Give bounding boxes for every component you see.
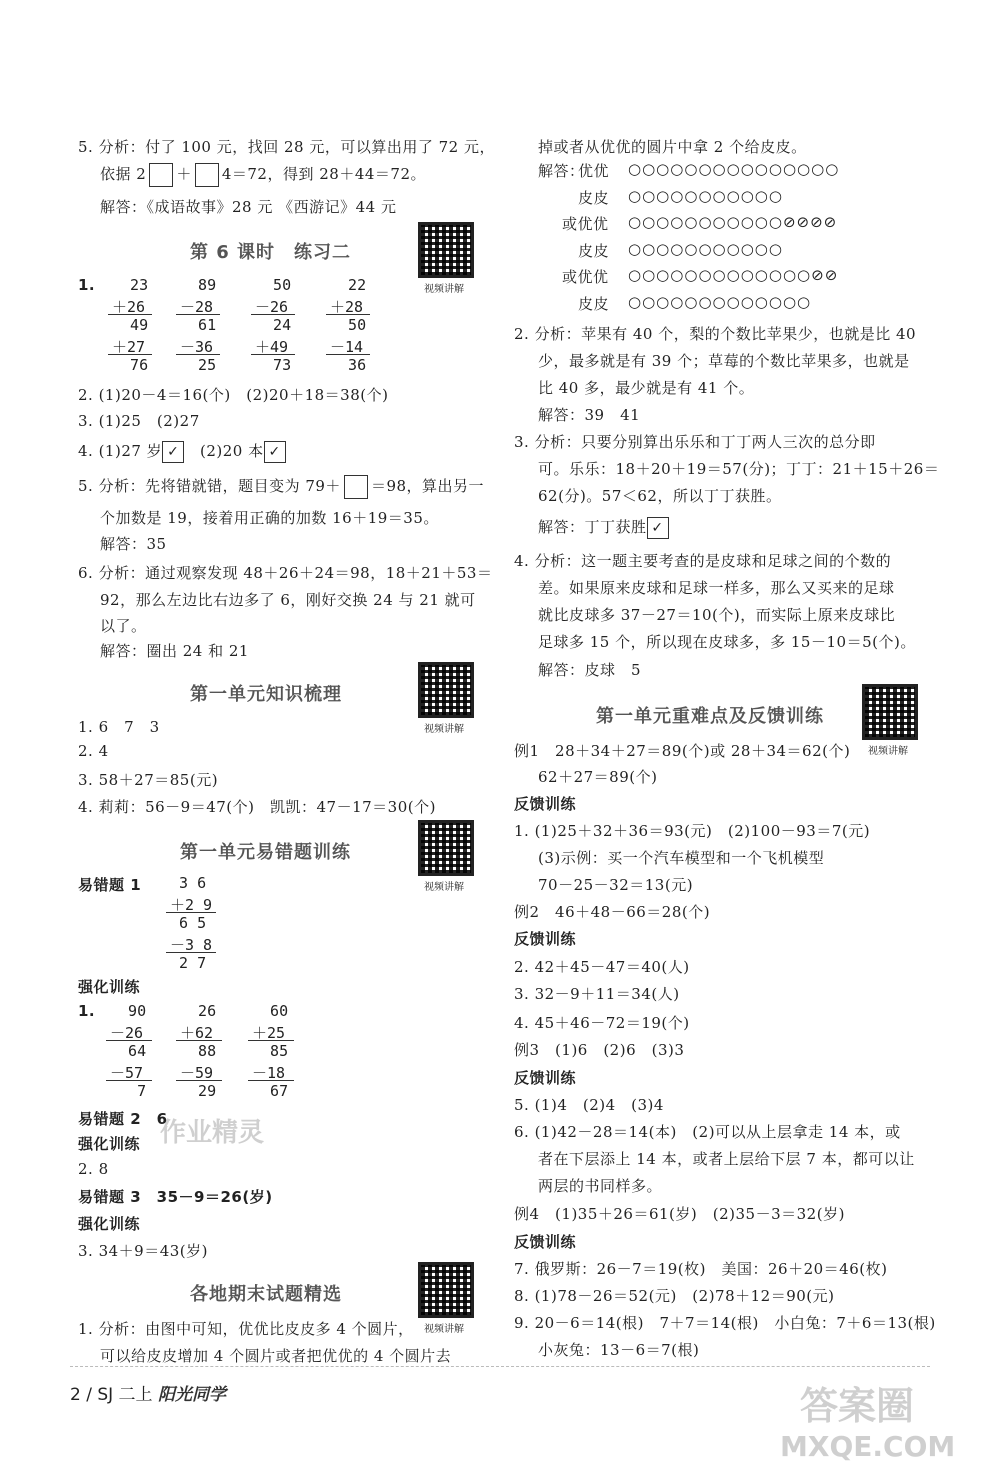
f1-line1: 1. (1)25＋32＋36＝93(元) (2)100－93＝7(元) — [514, 822, 871, 840]
calc-row: 64 — [110, 1042, 147, 1060]
finals-q1-line1: 1. 分析：由图中可知，优优比皮皮多 4 个圆片， — [78, 1320, 414, 1338]
calc-rule — [326, 314, 370, 315]
calc-row: －59 — [180, 1064, 214, 1082]
calc-row: 2 7 — [170, 954, 207, 972]
feedback-2: 反馈训练 — [514, 930, 577, 948]
right-r0: 掉或者从优优的圆片中拿 2 个给皮皮。 — [538, 138, 807, 156]
blank-box — [344, 475, 368, 499]
calc-rule — [326, 354, 370, 355]
calc-rule — [251, 314, 295, 315]
qr-code-icon[interactable] — [418, 820, 474, 876]
calc-row: 76 — [112, 356, 149, 374]
calc-rule — [248, 1040, 294, 1041]
calc-row: －18 — [252, 1064, 286, 1082]
answer-label: 解答： — [538, 162, 585, 180]
calc-row: 50 — [255, 276, 292, 294]
error-q2: 易错题 2 6 — [78, 1110, 168, 1128]
circle-row-circles: ○○○○○○○○○○○⊘⊘⊘⊘ — [628, 213, 838, 231]
q2-line: 2. (1)20－4＝16(个) (2)20＋18＝38(个) — [78, 386, 389, 404]
p3-line2: 可。乐乐：18＋20＋19＝57(分)；丁丁：21＋15＋26＝ — [538, 460, 940, 478]
p3-answer: 解答：丁丁获胜 ✓ — [538, 516, 669, 539]
q4-line: 4. (1)27 岁 ✓ (2)20 本 ✓ — [78, 440, 286, 463]
calc-row: ＋26 — [112, 298, 146, 316]
error-q3: 易错题 3 35－9＝26(岁) — [78, 1188, 273, 1206]
ex1-line1: 例1 28＋34＋27＝89(个)或 28＋34＝62(个) — [514, 742, 851, 760]
calc-row: －57 — [110, 1064, 144, 1082]
qr-code-icon[interactable] — [862, 684, 918, 740]
circle-row-name: 皮皮 — [578, 188, 610, 207]
f6-line2: 者在下层添上 14 本，或者上层给下层 7 本，都可以让 — [538, 1150, 915, 1168]
circle-row-name: 或优优 — [562, 215, 609, 233]
calc-row: ＋25 — [252, 1024, 286, 1042]
calc-rule — [166, 912, 216, 913]
blank-box — [149, 163, 173, 187]
ex3-line: 例3 (1)6 (2)6 (3)3 — [514, 1041, 685, 1059]
q6-line3: 以了。 — [100, 617, 147, 635]
section-title-errors: 第一单元易错题训练 — [180, 842, 351, 863]
f9-line1: 9. 20－6＝14(根) 7＋7＝14(根) 小白兔：7＋6＝13(根) — [514, 1314, 936, 1332]
p3-line3: 62(分)。57＜62，所以丁丁获胜。 — [538, 487, 782, 505]
p2-answer: 解答：39 41 — [538, 406, 641, 424]
calc-row: 49 — [112, 316, 149, 334]
calc-rule — [106, 1080, 152, 1081]
p2-line2: 少，最多就是有 39 个；草莓的个数比苹果多，也就是 — [538, 352, 910, 370]
circle-row-circles: ○○○○○○○○○○○○○○○ — [628, 160, 840, 178]
calc-row: ＋2 9 — [170, 896, 213, 914]
calc-rule — [176, 1040, 222, 1041]
brand-logo: 阳光同学 — [157, 1385, 226, 1405]
k1-line: 1. 6 7 3 — [78, 718, 160, 736]
qr-code-icon[interactable] — [418, 1262, 474, 1318]
calc-row: ＋28 — [330, 298, 364, 316]
f1-line2: (3)示例：买一个汽车模型和一个飞机模型 — [538, 849, 825, 867]
k2-line: 2. 4 — [78, 742, 109, 760]
q5-answer: 解答：35 — [100, 535, 167, 553]
qr-code-icon[interactable] — [418, 662, 474, 718]
watermark-stamp: 作业精灵 — [160, 1118, 265, 1148]
qr-caption: 视频讲解 — [424, 284, 464, 295]
s2-line: 2. 8 — [78, 1160, 109, 1178]
calc-rule — [176, 1080, 222, 1081]
k4-line: 4. 莉莉：56－9＝47(个) 凯凯：47－17＝30(个) — [78, 798, 436, 816]
qr-caption: 视频讲解 — [424, 724, 464, 735]
watermark-site: MXQE.COM — [780, 1430, 956, 1463]
f9-line2: 小灰兔：13－6＝7(根) — [538, 1341, 700, 1359]
f7-line: 7. 俄罗斯：26－7＝19(枚) 美国：26＋20＝46(枚) — [514, 1260, 888, 1278]
checkmark-icon: ✓ — [162, 441, 184, 463]
p4-line3: 就比皮球多 37－27＝10(个)，而实际上原来皮球比 — [538, 606, 896, 624]
strong-training-3: 强化训练 — [78, 1215, 141, 1233]
section-title-knowledge: 第一单元知识梳理 — [190, 684, 342, 705]
calc-row: 85 — [252, 1042, 289, 1060]
finals-q1-line2: 可以给皮皮增加 4 个圆片或者把优优的 4 个圆片去 — [100, 1347, 452, 1365]
f4-line: 4. 45＋46－72＝19(个) — [514, 1014, 690, 1032]
f1-line3: 70－25－32＝13(元) — [538, 876, 694, 894]
s1-label: 1. — [78, 1002, 96, 1020]
left-q5-line2: 依据 2 ＋ 4＝72，得到 28＋44＝72。 — [100, 163, 426, 187]
calc-row: －26 — [255, 298, 289, 316]
calc-row: 22 — [330, 276, 367, 294]
calc-row: 7 — [110, 1082, 147, 1100]
q3-line: 3. (1)25 (2)27 — [78, 412, 200, 430]
ex1-line2: 62＋27＝89(个) — [538, 768, 658, 786]
left-q5-answer: 解答：《成语故事》28 元 《西游记》44 元 — [100, 198, 397, 216]
calc-rule — [248, 1080, 294, 1081]
circle-row-name: 优优 — [578, 162, 610, 180]
watermark-mark: 答案圈 — [800, 1384, 915, 1428]
section-title-finals: 各地期末试题精选 — [190, 1284, 342, 1305]
section-title-keypoints: 第一单元重难点及反馈训练 — [596, 706, 824, 727]
calc-row: 3 6 — [170, 874, 207, 892]
calc-row: 36 — [330, 356, 367, 374]
circle-row-circles: ○○○○○○○○○○○○○⊘⊘ — [628, 266, 839, 284]
calc-rule — [166, 952, 216, 953]
p2-line3: 比 40 多，最少就是有 41 个。 — [538, 379, 755, 397]
s3-line: 3. 34＋9＝43(岁) — [78, 1242, 209, 1260]
calc-row: －28 — [180, 298, 214, 316]
calc-row: 25 — [180, 356, 217, 374]
section-title-lesson6: 第 6 课时 练习二 — [190, 242, 352, 263]
circle-row-circles: ○○○○○○○○○○○○○ — [628, 292, 812, 311]
f5-line: 5. (1)4 (2)4 (3)4 — [514, 1096, 664, 1114]
calc-rule — [108, 314, 152, 315]
strong-training-2: 强化训练 — [78, 1135, 141, 1153]
q1-label: 1. — [78, 276, 96, 294]
calc-row: －14 — [330, 338, 364, 356]
page-number: 2 / SJ 二上 — [70, 1385, 153, 1405]
f6-line3: 两层的书同样多。 — [538, 1177, 663, 1195]
checkmark-icon: ✓ — [264, 441, 286, 463]
calc-rule — [176, 354, 220, 355]
p4-line1: 4. 分析：这一题主要考查的是皮球和足球之间的个数的 — [514, 552, 892, 570]
calc-row: 60 — [252, 1002, 289, 1020]
calc-rule — [106, 1040, 152, 1041]
q6-answer: 解答：圈出 24 和 21 — [100, 642, 249, 660]
calc-row: 90 — [110, 1002, 147, 1020]
p3-line1: 3. 分析：只要分别算出乐乐和丁丁两人三次的总分即 — [514, 433, 876, 451]
checkmark-icon: ✓ — [647, 517, 669, 539]
error-q1-label: 易错题 1 — [78, 876, 142, 894]
calc-row: 24 — [255, 316, 292, 334]
calc-row: ＋49 — [255, 338, 289, 356]
f3-line: 3. 32－9＋11＝34(人) — [514, 985, 680, 1003]
f6-line1: 6. (1)42－28＝14(本) (2)可以从上层拿走 14 本，或 — [514, 1123, 901, 1141]
qr-code-icon[interactable] — [418, 222, 474, 278]
footer-divider — [70, 1366, 930, 1367]
calc-row: －3 8 — [170, 936, 213, 954]
q5-line2: 个加数是 19，接着用正确的加数 16＋19＝35。 — [100, 509, 439, 527]
calc-rule — [176, 314, 220, 315]
circle-row-circles: ○○○○○○○○○○○ — [628, 239, 783, 258]
f2-line: 2. 42＋45－47＝40(人) — [514, 958, 690, 976]
p4-line4: 足球多 15 个，所以现在皮球多，多 15－10＝5(个)。 — [538, 633, 916, 651]
circle-row-circles: ○○○○○○○○○○○ — [628, 186, 783, 205]
calc-row: 67 — [252, 1082, 289, 1100]
calc-rule — [251, 354, 295, 355]
calc-row: 26 — [180, 1002, 217, 1020]
k3-line: 3. 58＋27＝85(元) — [78, 771, 219, 789]
calc-row: 88 — [180, 1042, 217, 1060]
circle-row-name: 皮皮 — [578, 294, 610, 313]
strong-training-1: 强化训练 — [78, 978, 141, 996]
calc-row: 23 — [112, 276, 149, 294]
qr-caption: 视频讲解 — [868, 746, 908, 757]
calc-row: 89 — [180, 276, 217, 294]
blank-box — [195, 163, 219, 187]
calc-row: 73 — [255, 356, 292, 374]
p4-line2: 差。如果原来皮球和足球一样多，那么又买来的足球 — [538, 579, 895, 597]
left-q5-line1: 5. 分析：付了 100 元，找回 28 元，可以算出用了 72 元， — [78, 138, 495, 156]
calc-row: ＋27 — [112, 338, 146, 356]
q6-line1: 6. 分析：通过观察发现 48＋26＋24＝98，18＋21＋53＝ — [78, 564, 493, 582]
f8-line: 8. (1)78－26＝52(元) (2)78＋12＝90(元) — [514, 1287, 835, 1305]
circle-row-name: 或优优 — [562, 268, 609, 286]
qr-caption: 视频讲解 — [424, 882, 464, 893]
feedback-3: 反馈训练 — [514, 1069, 577, 1087]
feedback-4: 反馈训练 — [514, 1233, 577, 1251]
calc-rule — [108, 354, 152, 355]
feedback-1: 反馈训练 — [514, 795, 577, 813]
ex2-line: 例2 46＋48－66＝28(个) — [514, 903, 711, 921]
calc-row: 50 — [330, 316, 367, 334]
calc-row: ＋62 — [180, 1024, 214, 1042]
calc-row: －26 — [110, 1024, 144, 1042]
calc-row: －36 — [180, 338, 214, 356]
qr-caption: 视频讲解 — [424, 1324, 464, 1335]
footer — [70, 1380, 226, 1405]
calc-row: 61 — [180, 316, 217, 334]
q5-line1: 5. 分析：先将错就错，题目变为 79＋ ＝98，算出另一 — [78, 475, 484, 499]
ex4-line: 例4 (1)35＋26＝61(岁) (2)35－3＝32(岁) — [514, 1205, 845, 1223]
p4-answer: 解答：皮球 5 — [538, 661, 642, 679]
calc-row: 29 — [180, 1082, 217, 1100]
circle-row-name: 皮皮 — [578, 241, 610, 260]
q6-line2: 92，那么左边比右边多了 6，刚好交换 24 与 21 就可 — [100, 591, 476, 609]
calc-row: 6 5 — [170, 914, 207, 932]
p2-line1: 2. 分析：苹果有 40 个，梨的个数比苹果少，也就是比 40 — [514, 325, 917, 343]
